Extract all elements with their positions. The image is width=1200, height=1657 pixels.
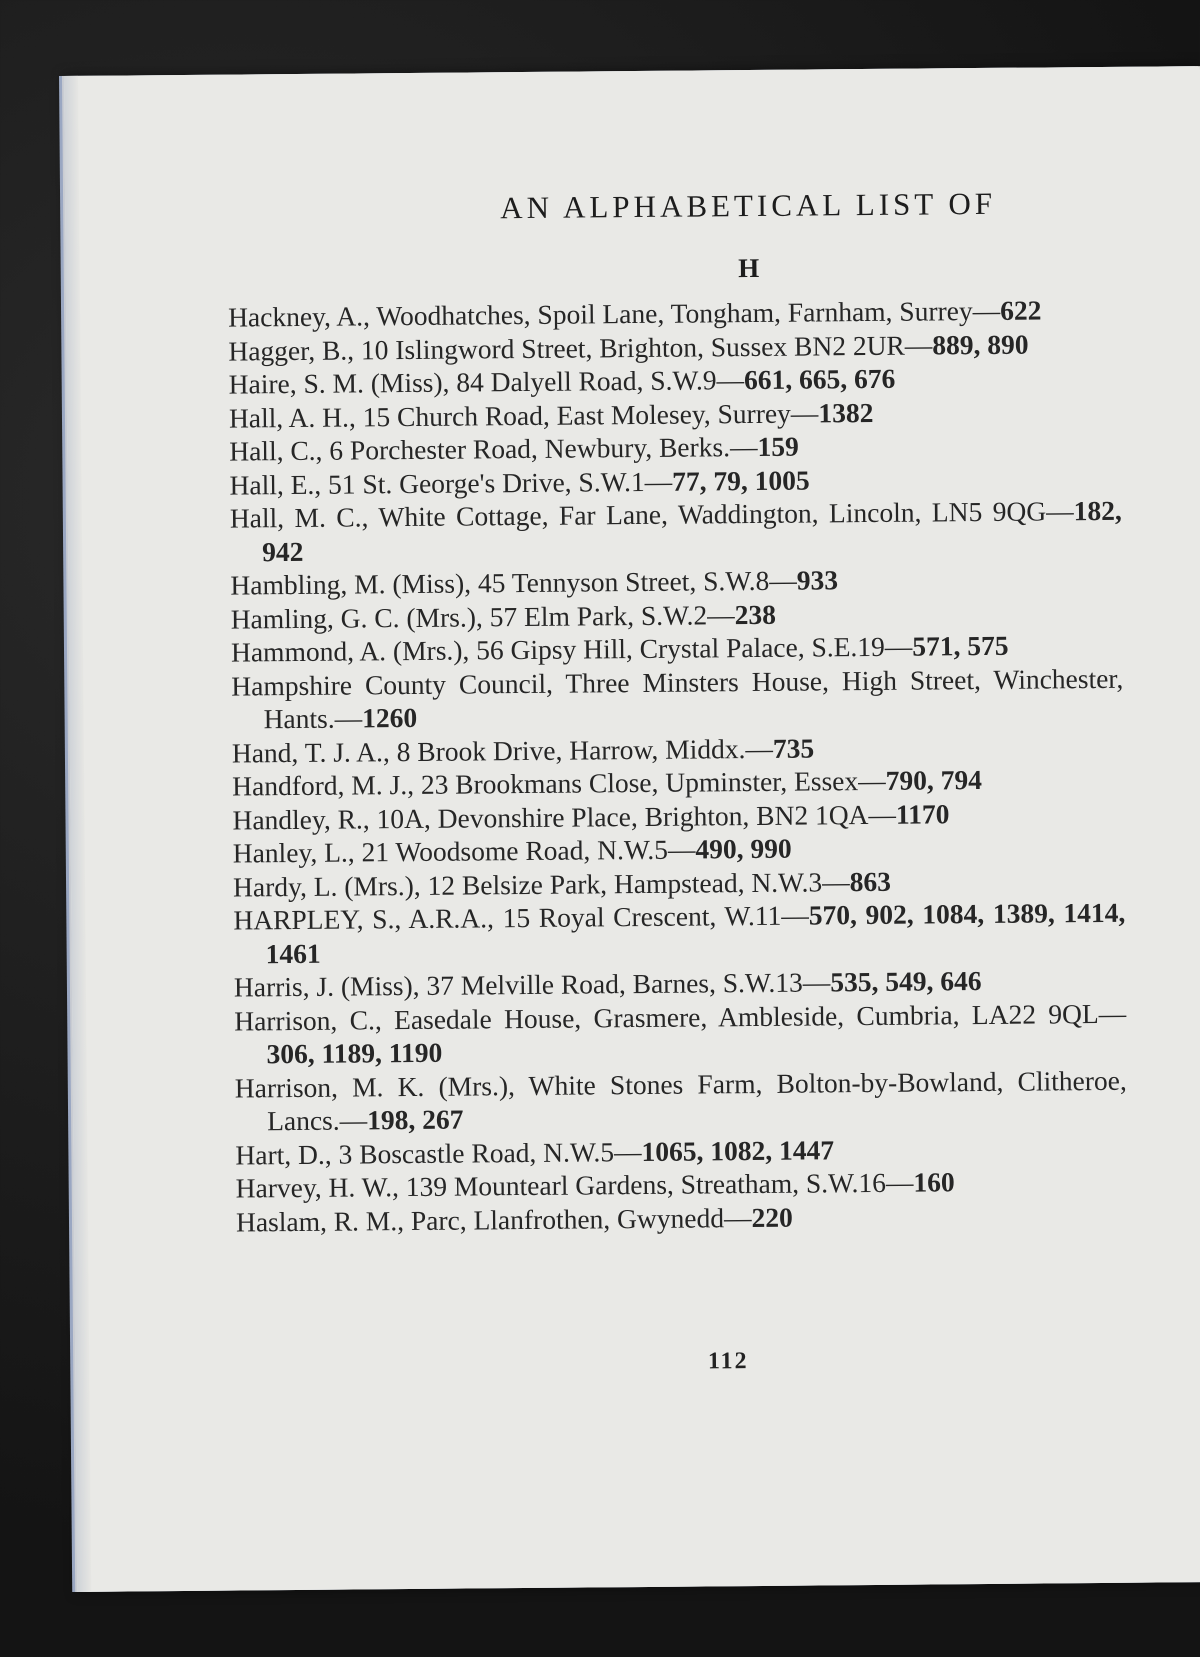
- list-item: [236, 1197, 1128, 1238]
- entry-text: Harris, J. (Miss), 37 Melville Road, Barnes, S.W.13—: [233, 966, 831, 1003]
- entry-text: Hamling, G. C. (Mrs.), 57 Elm Park, S.W.2—: [230, 598, 735, 635]
- entry-numbers: 622: [1000, 294, 1042, 326]
- entry-text: Hall, C., 6 Porchester Road, Newbury, Berks.—: [229, 430, 758, 467]
- entry-numbers: 1065, 1082, 1447: [641, 1133, 835, 1167]
- page-heading: AN ALPHABETICAL LIST OF: [500, 185, 997, 226]
- entry-numbers: 570, 902, 1084, 1389, 1414, 1461: [265, 896, 1126, 969]
- page-number: 112: [707, 1348, 749, 1375]
- entry-numbers: 160: [913, 1166, 955, 1198]
- entry-numbers: 535, 549, 646: [830, 965, 982, 998]
- list-item: [230, 494, 1123, 569]
- entry-numbers: 238: [734, 598, 777, 630]
- entry-text: Hagger, B., 10 Islingword Street, Brighton, Sussex BN2 2UR—: [228, 328, 933, 367]
- entry-text: Haire, S. M. (Miss), 84 Dalyell Road, S.W.9—: [228, 364, 745, 400]
- entry-numbers: 159: [757, 430, 799, 462]
- entry-numbers: 863: [849, 865, 892, 897]
- entry-numbers: 198, 267: [367, 1103, 464, 1136]
- entry-text: Hart, D., 3 Boscastle Road, N.W.5—: [235, 1135, 642, 1171]
- entry-text: Harrison, M. K. (Mrs.), White Stones Farm, Bolton-by-Bowland, Clitheroe, Lancs.—: [234, 1064, 1127, 1137]
- list-item: [231, 661, 1124, 736]
- entry-text: Hambling, M. (Miss), 45 Tennyson Street, S.W.8—: [230, 564, 797, 601]
- entry-text: Handley, R., 10A, Devonshire Place, Brighton, BN2 1QA—: [232, 798, 897, 836]
- entry-text: Handford, M. J., 23 Brookmans Close, Upminster, Essex—: [232, 764, 886, 802]
- entry-text: Hall, M. C., White Cottage, Far Lane, Waddington, Lincoln, LN5 9QG—: [229, 495, 1074, 534]
- entry-text: Hampshire County Council, Three Minsters House, High Street, Winchester, Hants.—: [231, 662, 1124, 735]
- entry-text: Hand, T. J. A., 8 Brook Drive, Harrow, Middx.—: [231, 732, 774, 769]
- entry-numbers: 889, 890: [932, 328, 1029, 360]
- entry-numbers: 77, 79, 1005: [672, 464, 810, 497]
- list-item: [233, 896, 1126, 971]
- entry-text: Hackney, A., Woodhatches, Spoil Lane, Tongham, Farnham, Surrey—: [227, 294, 1001, 333]
- entry-text: Harvey, H. W., 139 Mountearl Gardens, Streatham, S.W.16—: [235, 1166, 914, 1204]
- entry-numbers: 1170: [895, 797, 950, 830]
- list-item: [235, 1063, 1128, 1138]
- section-letter: H: [738, 252, 760, 284]
- entry-text: Haslam, R. M., Parc, Llanfrothen, Gwynedd—: [235, 1201, 752, 1238]
- entry-numbers: 933: [796, 564, 839, 596]
- entry-numbers: 490, 990: [695, 832, 792, 865]
- book-page: [64, 66, 1200, 1592]
- entry-numbers: 790, 794: [885, 764, 983, 796]
- list-item: [234, 996, 1127, 1071]
- entry-numbers: 571, 575: [912, 629, 1009, 662]
- entry-numbers: 1260: [362, 701, 418, 734]
- entry-text: Hall, E., 51 St. George's Drive, S.W.1—: [229, 465, 673, 501]
- entry-numbers: 220: [751, 1201, 793, 1233]
- entry-numbers: 306, 1189, 1190: [266, 1036, 443, 1070]
- entry-text: Hardy, L. (Mrs.), 12 Belsize Park, Hampstead, N.W.3—: [232, 865, 850, 903]
- entry-numbers: 1382: [818, 396, 874, 428]
- entry-text: Hammond, A. (Mrs.), 56 Gipsy Hill, Crystal Palace, S.E.19—: [230, 630, 913, 668]
- entry-text: HARPLEY, S., A.R.A., 15 Royal Crescent, W.11—: [233, 899, 809, 936]
- entry-list: [228, 293, 1128, 1239]
- entry-text: Hanley, L., 21 Woodsome Road, N.W.5—: [232, 833, 696, 869]
- entry-numbers: 661, 665, 676: [743, 362, 896, 396]
- entry-text: Hall, A. H., 15 Church Road, East Molesey, Surrey—: [228, 396, 819, 434]
- entry-numbers: 735: [772, 731, 815, 764]
- entry-numbers: 182, 942: [262, 494, 1122, 567]
- entry-text: Harrison, C., Easedale House, Grasmere, Ambleside, Cumbria, LA22 9QL—: [234, 997, 1127, 1037]
